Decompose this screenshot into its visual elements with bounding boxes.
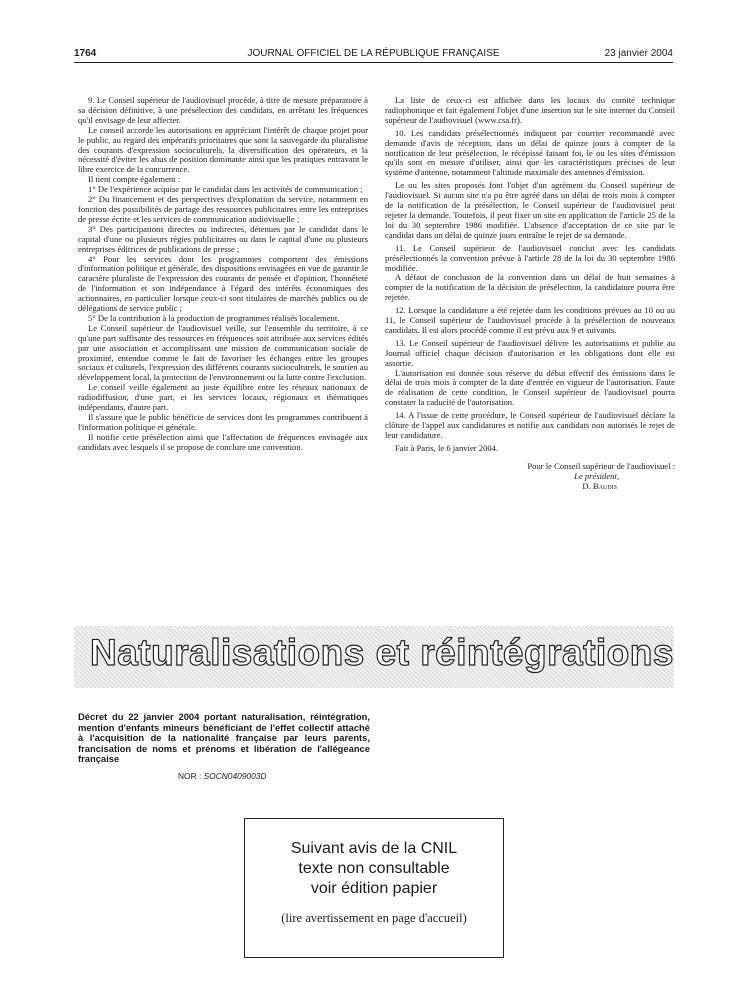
paragraph: 5° De la contribution à la production de programmes réalisés localement. xyxy=(88,312,340,323)
paragraph: Le ou les sites proposés font l'objet d'un agrément du Conseil supérieur de l'audiovisuel. Si aucun site n'a pu être agréé dans un délai de trois mois à compter de la notification de la présélection, le Conseil supérieur de l'audiovisuel peut rejeter la demande. Toutefois, il peut fixer un site en application de l'article 25 de la loi du 30 septembre 1986 modifiée. L'absence d'acceptation de ce site par le candidat dans un délai de quinze jours entraîne le rejet de sa demande. xyxy=(385,180,675,240)
notice-line-2: texte non consultable xyxy=(298,860,450,877)
paragraph: 10. Les candidats présélectionnés indiquent par courrier recommandé avec demande d'avis de réception, dans un délai de quinze jours à compter de la notification de leur présélection, le récépissé faisant foi, le ou les sites d'émission qu'ils sont en mesure d'utiliser, ainsi que les caractéristiques précises de leur système d'antenne, notamment l'altitude maximale des antennes d'émission. xyxy=(385,127,675,178)
paragraph: Il notifie cette présélection ainsi que l'affectation de fréquences envisagée aux candidats avec lesquels il se propose de conclure une convention. xyxy=(78,431,368,452)
section-title: Naturalisations et réintégrations xyxy=(90,632,674,673)
nor-reference xyxy=(178,771,266,781)
paragraph: 14. A l'issue de cette procédure, le Conseil supérieur de l'audiovisuel déclare la clôture de l'appel aux candidatures et notifie aux candidats non autorisés le rejet de leur candidature. xyxy=(385,410,675,440)
signature-block xyxy=(385,462,675,492)
paragraph: 4° Pour les services dont les programmes comportent des émissions d'information politique et générale, des dispositions envisagées en vue de garantir le caractère pluraliste de l'expression des courants de pensée et d'opinion, l'honnêteté de l'information et son indépendance à l'égard des intérêts économiques des actionnaires, en particulier lorsque ceux-ci sont titulaires de marchés publics ou de délégations de service public ; xyxy=(78,253,368,314)
paragraph: Il tient compte également : xyxy=(88,174,181,185)
paragraph: Il s'assure que le public bénéficie de services dont les programmes contribuent à l'information politique et générale. xyxy=(78,412,368,432)
signature-name: D. Baudis xyxy=(582,480,617,491)
paragraph: 9. Le Conseil supérieur de l'audiovisuel procède, à titre de mesure préparatoire à sa décision définitive, à une présélection des candidats, en arrêtant les fréquences qu'il envisage de leur affecter. xyxy=(78,95,368,125)
decree-title: Décret du 22 janvier 2004 portant naturalisation, réintégration, mention d'enfants mineurs bénéficiant de l'effet collectif attaché à l'acquisition de la nationalité française par leurs parents, francisation de noms et prénoms et libération de l'allégeance française xyxy=(78,711,370,765)
notice-line xyxy=(245,839,503,899)
paragraph: Le conseil accorde les autorisations en appréciant l'intérêt de chaque projet pour le public, au regard des impératifs prioritaires que sont la sauvegarde du pluralisme des courants d'expression socioculturels, la diversification des opérateurs, et la nécessité d'éviter les abus de position dominante ainsi que les pratiques entravant le libre exercice de la concurrence. xyxy=(78,124,368,175)
paragraph: Fait à Paris, le 6 janvier 2004. xyxy=(395,442,499,453)
paragraph: La liste de ceux-ci est affichée dans les locaux du comité technique radiophonique et fait également l'objet d'une insertion sur le site internet du Conseil supérieur de l'audiovisuel (www.csa.fr). xyxy=(385,95,675,125)
left-column xyxy=(78,96,368,453)
cnil-notice-box xyxy=(244,818,504,958)
paragraph: Le conseil veille également au juste équilibre entre les réseaux nationaux de radiodiffusion, d'une part, et les services locaux, régionaux et thématiques indépendants, d'autre part. xyxy=(78,382,368,413)
paragraph: A défaut de conclusion de la convention dans un délai de huit semaines à compter de la notification de la décision de présélection, la candidature pourra être rejetée. xyxy=(385,272,675,303)
page-number: 1764 xyxy=(74,48,97,59)
paragraph: 1° De l'expérience acquise par le candidat dans les activités de communication ; xyxy=(88,184,363,195)
journal-title: JOURNAL OFFICIEL DE LA RÉPUBLIQUE FRANÇAISE xyxy=(247,48,500,59)
paragraph: L'autorisation est donnée sous réserve du début effectif des émissions dans le délai de trois mois à compter de la date d'entrée en vigueur de l'autorisation. Faute de réalisation de cette condition, le Conseil supérieur de l'audiovisuel pourra constater la caducité de l'autorisation. xyxy=(385,367,675,408)
paragraph: 2° Du financement et des perspectives d'exploitation du service, notamment en fonction des possibilités de partage des ressources publicitaires entre les entreprises de presse écrite et les services de communication audiovisuelle ; xyxy=(78,194,368,224)
paragraph: 11. Le Conseil supérieur de l'audiovisuel conclut avec les candidats présélectionnés la convention prévue à l'article 28 de la loi du 30 septembre 1986 modifiée. xyxy=(385,242,675,273)
notice-line-1: Suivant avis de la CNIL xyxy=(290,840,458,857)
right-column xyxy=(385,96,675,492)
paragraph: 13. Le Conseil supérieur de l'audiovisuel délivre les autorisations et publie au Journal officiel chaque décision d'autorisation et les obligations dont elle est assortie. xyxy=(385,337,675,368)
signature-line: Pour le Conseil supérieur de l'audiovisuel : xyxy=(527,460,675,471)
signature-title: Le président, xyxy=(574,470,619,481)
issue-date: 23 janvier 2004 xyxy=(604,48,673,59)
notice-warning-link[interactable]: (lire avertissement en page d'accueil) xyxy=(281,911,467,925)
paragraph: Le Conseil supérieur de l'audiovisuel veille, sur l'ensemble du territoire, à ce qu'une part suffisante des ressources en fréquences soit attribuée aux services édités par une association et accomplissant une mission de communication sociale de proximité, entendue comme le fait de favoriser les échanges entre les groupes sociaux et culturels, l'expression des différents courants socioculturels, le soutien au développement local, la protection de l'environnement ou la lutte contre l'exclusion. xyxy=(78,322,368,383)
paragraph: 12. Lorsque la candidature a été rejetée dans les conditions prévues au 10 ou au 11, le Conseil supérieur de l'audiovisuel procède à la présélection de nouveaux candidats. Il est alors procédé comme il est prévu aux 9 et suivants. xyxy=(385,305,675,335)
section-banner xyxy=(74,626,674,688)
notice-line-3: voir édition papier xyxy=(310,880,438,897)
paragraph: 3° Des participations directes ou indirectes, détenues par le candidat dans le capital d'une ou plusieurs régies publicitaires ou dans le capital d'une ou plusieurs entreprises éditrices de publications de presse ; xyxy=(78,223,368,254)
page-header xyxy=(74,48,673,63)
nor-label: NOR : xyxy=(178,771,202,781)
nor-code: SOCN0409003D xyxy=(203,771,267,781)
